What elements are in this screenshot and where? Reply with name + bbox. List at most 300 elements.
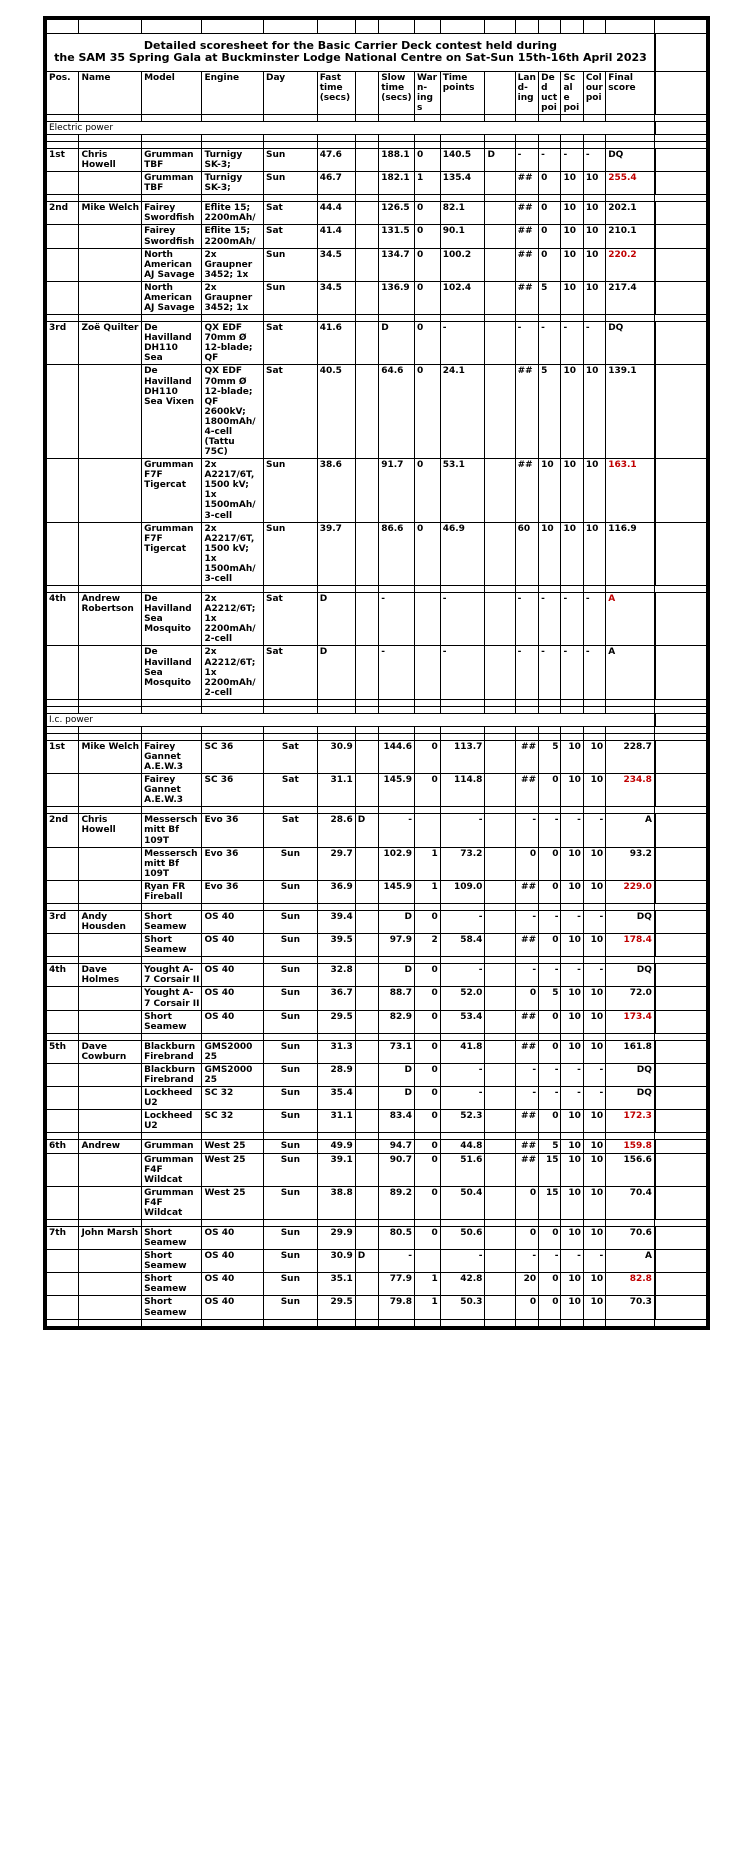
tp-flag-cell (485, 1140, 515, 1153)
side-cell (655, 1273, 707, 1296)
colour-cell: - (583, 593, 605, 646)
spacer-row (47, 699, 707, 706)
blank-cell (485, 1319, 515, 1326)
blank-cell (414, 1133, 440, 1140)
blank-cell (515, 20, 538, 34)
blank-cell (379, 904, 415, 911)
blank-cell (606, 733, 655, 740)
engine-cell: Eflite 15; 2200mAh/ (202, 225, 264, 248)
pos-cell: 3rd (47, 911, 79, 934)
deduct-cell: 0 (539, 1040, 561, 1063)
pos-cell (47, 172, 79, 195)
warnings-cell: 0 (414, 459, 440, 522)
blank-cell (655, 142, 707, 149)
blank-cell (440, 114, 485, 121)
time-points-cell: - (440, 1087, 485, 1110)
fast-time-cell: 40.5 (317, 365, 355, 459)
table-row (47, 911, 707, 934)
tp-flag-cell (485, 911, 515, 934)
side-cell (655, 964, 707, 987)
fast-time-cell: D (317, 593, 355, 646)
tp-flag-cell (485, 880, 515, 903)
slow-time-cell: D (379, 322, 415, 365)
blank-cell (655, 699, 707, 706)
blank-cell (539, 1133, 561, 1140)
header-warnings: War n-ings (414, 71, 440, 114)
blank-cell (264, 1219, 318, 1226)
blank-cell (606, 706, 655, 713)
blank-cell (317, 1033, 355, 1040)
scale-cell: 10 (561, 1186, 583, 1219)
side-cell (655, 202, 707, 225)
table-row (47, 202, 707, 225)
header-fast-time: Fast time (secs) (317, 71, 355, 114)
blank-cell (79, 142, 142, 149)
blank-cell (79, 586, 142, 593)
time-points-cell: 50.6 (440, 1226, 485, 1249)
time-points-cell: 140.5 (440, 149, 485, 172)
blank-cell (583, 807, 605, 814)
name-cell (79, 847, 142, 880)
side-cell (655, 911, 707, 934)
blank-cell (515, 904, 538, 911)
deduct-cell: - (539, 814, 561, 847)
name-cell: Andy Housden (79, 911, 142, 934)
table-row (47, 1296, 707, 1319)
blank-cell (142, 1319, 202, 1326)
side-cell (655, 1250, 707, 1273)
blank-cell (515, 1033, 538, 1040)
deduct-cell: 0 (539, 880, 561, 903)
time-points-cell: 44.8 (440, 1140, 485, 1153)
colour-cell: 10 (583, 1226, 605, 1249)
model-cell: Short Seamew (142, 911, 202, 934)
pos-cell: 4th (47, 964, 79, 987)
blank-cell (47, 904, 79, 911)
model-cell: De Havilland DH110 Sea Vixen (142, 365, 202, 459)
model-cell: Messersch mitt Bf 109T (142, 814, 202, 847)
side-cell (655, 1296, 707, 1319)
side-cell (655, 713, 707, 726)
blank-cell (539, 726, 561, 733)
spacer-row (47, 135, 707, 142)
blank-cell (142, 142, 202, 149)
tp-flag-cell (485, 1010, 515, 1033)
blank-cell (47, 1133, 79, 1140)
scale-cell: 10 (561, 172, 583, 195)
table-row (47, 880, 707, 903)
pos-cell: 4th (47, 593, 79, 646)
blank-cell (539, 195, 561, 202)
blank-cell (202, 904, 264, 911)
blank-cell (414, 699, 440, 706)
blank-cell (485, 1219, 515, 1226)
blank-cell (47, 1033, 79, 1040)
landing-cell: 60 (515, 522, 538, 585)
blank-cell (606, 20, 655, 34)
day-cell: Sat (264, 322, 318, 365)
colour-cell: 10 (583, 1273, 605, 1296)
blank-cell (485, 315, 515, 322)
scale-cell: - (561, 1063, 583, 1086)
colour-cell: 10 (583, 172, 605, 195)
blank-cell (561, 904, 583, 911)
landing-cell: ## (515, 459, 538, 522)
deduct-cell: - (539, 322, 561, 365)
slow-time-cell: 82.9 (379, 1010, 415, 1033)
side-cell (655, 121, 707, 134)
name-cell (79, 646, 142, 699)
fast-flag-cell (355, 1110, 378, 1133)
table-row (47, 814, 707, 847)
blank-cell (317, 1133, 355, 1140)
slow-time-cell: 131.5 (379, 225, 415, 248)
deduct-cell: 15 (539, 1153, 561, 1186)
tp-flag-cell (485, 172, 515, 195)
model-cell: Yought A-7 Corsair II (142, 964, 202, 987)
model-cell: Grumman TBF (142, 149, 202, 172)
blank-cell (47, 706, 79, 713)
blank-cell (47, 1219, 79, 1226)
blank-cell (47, 807, 79, 814)
landing-cell: ## (515, 1140, 538, 1153)
header-deduct: Ded uct poi (539, 71, 561, 114)
blank-cell (47, 733, 79, 740)
tp-flag-cell (485, 322, 515, 365)
blank-cell (539, 807, 561, 814)
colour-cell: - (583, 149, 605, 172)
pos-cell (47, 1063, 79, 1086)
deduct-cell: - (539, 1063, 561, 1086)
blank-cell (583, 1133, 605, 1140)
side-cell (655, 172, 707, 195)
blank-cell (583, 699, 605, 706)
side-cell (655, 365, 707, 459)
fast-time-cell: 29.5 (317, 1010, 355, 1033)
slow-time-cell: - (379, 593, 415, 646)
spacer-row (47, 142, 707, 149)
blank-cell (414, 315, 440, 322)
slow-time-cell: 79.8 (379, 1296, 415, 1319)
fast-time-cell: 39.7 (317, 522, 355, 585)
deduct-cell: 10 (539, 522, 561, 585)
pos-cell (47, 987, 79, 1010)
blank-cell (440, 1033, 485, 1040)
spacer-row (47, 904, 707, 911)
day-cell: Sun (264, 1063, 318, 1086)
blank-cell (583, 195, 605, 202)
fast-time-cell: 47.6 (317, 149, 355, 172)
deduct-cell: 0 (539, 1110, 561, 1133)
table-row (47, 593, 707, 646)
warnings-cell: 0 (414, 1087, 440, 1110)
time-points-cell: 46.9 (440, 522, 485, 585)
fast-time-cell: 39.4 (317, 911, 355, 934)
side-cell (655, 281, 707, 314)
table-row (47, 1140, 707, 1153)
blank-cell (142, 586, 202, 593)
tp-flag-cell (485, 202, 515, 225)
blank-cell (414, 1033, 440, 1040)
day-cell: Sun (264, 1186, 318, 1219)
model-cell: Short Seamew (142, 1273, 202, 1296)
model-cell: Grumman F4F Wildcat (142, 1186, 202, 1219)
blank-cell (583, 1219, 605, 1226)
deduct-cell: 10 (539, 459, 561, 522)
blank-cell (539, 114, 561, 121)
scale-cell: 10 (561, 1110, 583, 1133)
blank-cell (414, 1219, 440, 1226)
blank-cell (583, 586, 605, 593)
blank-cell (515, 586, 538, 593)
scale-cell: 10 (561, 774, 583, 807)
time-points-cell: 90.1 (440, 225, 485, 248)
scale-cell: 10 (561, 202, 583, 225)
blank-cell (142, 1133, 202, 1140)
spacer-row (47, 195, 707, 202)
blank-cell (606, 135, 655, 142)
blank-cell (355, 135, 378, 142)
slow-time-cell: 126.5 (379, 202, 415, 225)
blank-cell (355, 1219, 378, 1226)
warnings-cell: 0 (414, 225, 440, 248)
colour-cell: - (583, 322, 605, 365)
landing-cell: 20 (515, 1273, 538, 1296)
blank-cell (539, 1319, 561, 1326)
table-row (47, 847, 707, 880)
spacer-row (47, 1319, 707, 1326)
pos-cell (47, 459, 79, 522)
engine-cell: Eflite 15; 2200mAh/ (202, 202, 264, 225)
blank-cell (583, 904, 605, 911)
name-cell: Andrew (79, 1140, 142, 1153)
header-pos: Pos. (47, 71, 79, 114)
final-score-cell: 255.4 (606, 172, 655, 195)
blank-cell (440, 1133, 485, 1140)
blank-cell (606, 1133, 655, 1140)
engine-cell: OS 40 (202, 934, 264, 957)
blank-cell (379, 142, 415, 149)
blank-cell (606, 807, 655, 814)
day-cell: Sun (264, 172, 318, 195)
blank-cell (561, 142, 583, 149)
blank-cell (440, 706, 485, 713)
engine-cell: Turnigy SK-3; (202, 149, 264, 172)
blank-cell (264, 726, 318, 733)
blank-cell (606, 904, 655, 911)
scale-cell: 10 (561, 987, 583, 1010)
table-row (47, 1063, 707, 1086)
fast-flag-cell (355, 522, 378, 585)
model-cell: Fairey Swordfish (142, 202, 202, 225)
deduct-cell: 0 (539, 934, 561, 957)
table-row (47, 987, 707, 1010)
blank-cell (485, 957, 515, 964)
side-cell (655, 1226, 707, 1249)
spacer-row (47, 315, 707, 322)
final-score-cell: DQ (606, 1087, 655, 1110)
blank-cell (47, 726, 79, 733)
fast-time-cell: 32.8 (317, 964, 355, 987)
blank-cell (355, 114, 378, 121)
model-cell: Fairey Gannet A.E.W.3 (142, 774, 202, 807)
colour-cell: 10 (583, 1186, 605, 1219)
warnings-cell: 0 (414, 987, 440, 1010)
blank-cell (379, 706, 415, 713)
blank-cell (355, 699, 378, 706)
blank-cell (440, 135, 485, 142)
name-cell (79, 459, 142, 522)
blank-cell (317, 957, 355, 964)
blank-cell (317, 114, 355, 121)
model-cell: North American AJ Savage (142, 281, 202, 314)
warnings-cell: 0 (414, 911, 440, 934)
spacer-row (47, 1219, 707, 1226)
fast-flag-cell (355, 987, 378, 1010)
fast-time-cell: 36.7 (317, 987, 355, 1010)
tp-flag-cell (485, 740, 515, 773)
slow-time-cell: 102.9 (379, 847, 415, 880)
table-row (47, 149, 707, 172)
blank-cell (264, 733, 318, 740)
blank-cell (414, 20, 440, 34)
blank-cell (79, 195, 142, 202)
blank-cell (561, 1219, 583, 1226)
deduct-cell: 0 (539, 1296, 561, 1319)
deduct-cell: - (539, 964, 561, 987)
blank-cell (379, 1219, 415, 1226)
scale-cell: - (561, 646, 583, 699)
blank-cell (655, 20, 707, 34)
fast-time-cell: 38.6 (317, 459, 355, 522)
blank-cell (379, 20, 415, 34)
blank-cell (317, 706, 355, 713)
blank-cell (355, 726, 378, 733)
deduct-cell: - (539, 646, 561, 699)
tp-flag-cell (485, 1273, 515, 1296)
time-points-cell: 58.4 (440, 934, 485, 957)
day-cell: Sun (264, 248, 318, 281)
scoresheet-table (46, 19, 707, 1327)
engine-cell: OS 40 (202, 987, 264, 1010)
warnings-cell: 0 (414, 281, 440, 314)
side-cell (655, 225, 707, 248)
deduct-cell: 5 (539, 281, 561, 314)
day-cell: Sun (264, 964, 318, 987)
blank-cell (142, 957, 202, 964)
fast-time-cell: 31.1 (317, 1110, 355, 1133)
colour-cell: 10 (583, 1296, 605, 1319)
table-row (47, 1226, 707, 1249)
slow-time-cell: 134.7 (379, 248, 415, 281)
name-cell (79, 1296, 142, 1319)
slow-time-cell: 89.2 (379, 1186, 415, 1219)
blank-cell (539, 20, 561, 34)
table-row (47, 1040, 707, 1063)
spacer-row (47, 706, 707, 713)
blank-cell (440, 195, 485, 202)
day-cell: Sat (264, 202, 318, 225)
blank-cell (264, 114, 318, 121)
time-points-cell: - (440, 593, 485, 646)
blank-cell (485, 1133, 515, 1140)
scale-cell: 10 (561, 1226, 583, 1249)
blank-cell (355, 1133, 378, 1140)
model-cell: Yought A-7 Corsair II (142, 987, 202, 1010)
landing-cell: - (515, 646, 538, 699)
blank-cell (485, 807, 515, 814)
name-cell (79, 225, 142, 248)
blank-cell (355, 1319, 378, 1326)
table-row (47, 1087, 707, 1110)
fast-time-cell: 39.5 (317, 934, 355, 957)
tp-flag-cell (485, 1110, 515, 1133)
landing-cell: ## (515, 1153, 538, 1186)
slow-time-cell: 182.1 (379, 172, 415, 195)
table-row (47, 322, 707, 365)
day-cell: Sun (264, 1273, 318, 1296)
blank-cell (202, 586, 264, 593)
deduct-cell: 0 (539, 172, 561, 195)
blank-cell (561, 586, 583, 593)
final-score-cell: 72.0 (606, 987, 655, 1010)
blank-cell (47, 957, 79, 964)
fast-time-cell: 34.5 (317, 248, 355, 281)
scale-cell: - (561, 593, 583, 646)
blank-cell (355, 315, 378, 322)
warnings-cell: 0 (414, 365, 440, 459)
deduct-cell: - (539, 1087, 561, 1110)
blank-cell (440, 315, 485, 322)
blank-cell (317, 20, 355, 34)
time-points-cell: - (440, 1250, 485, 1273)
side-cell (655, 593, 707, 646)
day-cell: Sat (264, 225, 318, 248)
fast-flag-cell (355, 847, 378, 880)
landing-cell: - (515, 1250, 538, 1273)
header-time-points: Time points (440, 71, 485, 114)
fast-flag-cell (355, 646, 378, 699)
side-cell (655, 934, 707, 957)
side-cell (655, 522, 707, 585)
blank-cell (47, 315, 79, 322)
final-score-cell: 70.4 (606, 1186, 655, 1219)
day-cell: Sun (264, 880, 318, 903)
day-cell: Sun (264, 987, 318, 1010)
fast-flag-cell (355, 1186, 378, 1219)
blank-cell (440, 904, 485, 911)
warnings-cell: 0 (414, 1110, 440, 1133)
final-score-cell: 159.8 (606, 1140, 655, 1153)
colour-cell: 10 (583, 459, 605, 522)
slow-time-cell: 90.7 (379, 1153, 415, 1186)
blank-cell (440, 20, 485, 34)
blank-cell (142, 114, 202, 121)
engine-cell: West 25 (202, 1140, 264, 1153)
blank-cell (515, 733, 538, 740)
model-cell: Lockheed U2 (142, 1110, 202, 1133)
scale-cell: 10 (561, 1273, 583, 1296)
blank-cell (515, 135, 538, 142)
warnings-cell (414, 646, 440, 699)
time-points-cell: 52.0 (440, 987, 485, 1010)
colour-cell: - (583, 911, 605, 934)
time-points-cell: 53.1 (440, 459, 485, 522)
blank-cell (539, 706, 561, 713)
deduct-cell: 0 (539, 202, 561, 225)
final-score-cell: 161.8 (606, 1040, 655, 1063)
colour-cell: 10 (583, 774, 605, 807)
